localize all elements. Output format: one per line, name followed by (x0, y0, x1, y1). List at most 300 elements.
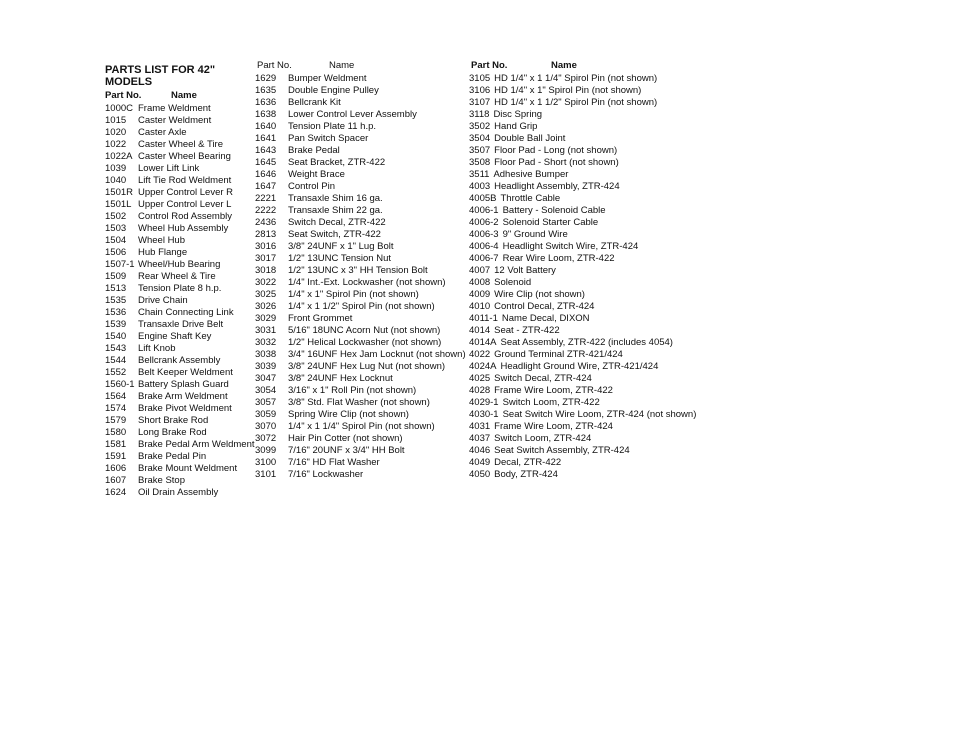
part-name: Control Rod Assembly (138, 211, 232, 222)
part-number: 4009 (469, 289, 491, 300)
part-number: 1624 (105, 487, 127, 498)
part-number: 1513 (105, 283, 127, 294)
part-name: Brake Pedal (288, 145, 340, 156)
part-number: 4030-1 (469, 409, 499, 420)
part-row (469, 253, 719, 265)
part-row (255, 181, 465, 193)
part-name: Seat Bracket, ZTR-422 (288, 157, 386, 168)
part-number: 1509 (105, 271, 127, 282)
part-name: Drive Chain (138, 295, 188, 306)
parts-list (469, 73, 719, 481)
part-number: 1501R (105, 187, 133, 198)
part-name: Pan Switch Spacer (288, 133, 369, 144)
part-row (105, 319, 253, 331)
part-name: Caster Wheel & Tire (138, 139, 223, 150)
part-number: 1544 (105, 355, 127, 366)
part-row (105, 367, 253, 379)
part-row (105, 439, 253, 451)
part-number: 3031 (255, 325, 277, 336)
part-number: 2221 (255, 193, 277, 204)
part-name: Seat Switch Wire Loom, ZTR-424 (not shown) (502, 409, 697, 420)
part-row (255, 457, 465, 469)
part-row (255, 277, 465, 289)
part-row (105, 451, 253, 463)
part-name: Floor Pad - Short (not shown) (494, 157, 619, 168)
part-number: 1645 (255, 157, 277, 168)
part-number: 1638 (255, 109, 277, 120)
part-name: HD 1/4" x 1" Spirol Pin (not shown) (494, 85, 642, 96)
part-number: 4006-3 (469, 229, 499, 240)
part-number: 4005B (469, 193, 497, 204)
part-row (105, 247, 253, 259)
part-row (255, 337, 465, 349)
part-row (469, 445, 719, 457)
part-row (469, 421, 719, 433)
part-row (255, 409, 465, 421)
part-number: 1040 (105, 175, 127, 186)
parts-column-1 (105, 60, 253, 499)
part-name: Bumper Weldment (288, 73, 367, 84)
part-name: 12 Volt Battery (494, 265, 556, 276)
part-row (469, 313, 719, 325)
part-row (469, 469, 719, 481)
part-number: 1580 (105, 427, 127, 438)
part-row (105, 139, 253, 151)
part-number: 1506 (105, 247, 127, 258)
part-number: 1640 (255, 121, 277, 132)
part-row (255, 373, 465, 385)
part-row (105, 127, 253, 139)
part-row (255, 421, 465, 433)
part-row (469, 169, 719, 181)
part-number: 3029 (255, 313, 277, 324)
part-number: 4014 (469, 325, 491, 336)
part-number: 1039 (105, 163, 127, 174)
part-row (255, 301, 465, 313)
part-row (469, 289, 719, 301)
part-name: Front Grommet (288, 313, 353, 324)
part-row (255, 361, 465, 373)
part-name: Bellcrank Kit (288, 97, 341, 108)
part-name: Chain Connecting Link (138, 307, 234, 318)
part-number: 1000C (105, 103, 133, 114)
part-row (105, 307, 253, 319)
name-header: Name (329, 60, 355, 71)
part-name: Brake Arm Weldment (138, 391, 228, 402)
part-number: 4008 (469, 277, 491, 288)
part-row (255, 205, 465, 217)
part-no-header: Part No. (105, 90, 142, 101)
part-row (105, 235, 253, 247)
part-number: 1579 (105, 415, 127, 426)
part-number: 4029-1 (469, 397, 499, 408)
part-name: Rear Wire Loom, ZTR-422 (502, 253, 615, 264)
part-row (255, 385, 465, 397)
part-number: 1015 (105, 115, 127, 126)
part-name: Solenoid Starter Cable (502, 217, 599, 228)
part-name: Rear Wheel & Tire (138, 271, 216, 282)
part-name: Transaxle Drive Belt (138, 319, 224, 330)
part-name: 3/4" 16UNF Hex Jam Locknut (not shown) (288, 349, 466, 360)
part-name: Double Ball Joint (494, 133, 566, 144)
part-no-header: Part No. (471, 60, 508, 71)
part-number: 2436 (255, 217, 277, 228)
part-number: 3070 (255, 421, 277, 432)
part-row (105, 475, 253, 487)
part-row (469, 133, 719, 145)
part-number: 4037 (469, 433, 491, 444)
part-name: 3/8" 24UNF x 1" Lug Bolt (288, 241, 394, 252)
part-name: Battery Splash Guard (138, 379, 229, 390)
part-row (255, 313, 465, 325)
part-name: Body, ZTR-424 (494, 469, 558, 480)
part-name: Headlight Switch Wire, ZTR-424 (502, 241, 639, 252)
part-number: 4006-7 (469, 253, 499, 264)
part-number: 3099 (255, 445, 277, 456)
part-row (469, 361, 719, 373)
page-title: PARTS LIST FOR 42" MODELS (105, 64, 216, 88)
part-row (105, 379, 253, 391)
part-number: 4006-4 (469, 241, 499, 252)
part-row (255, 73, 465, 85)
part-row (255, 121, 465, 133)
part-number: 4006-1 (469, 205, 499, 216)
part-number: 4022 (469, 349, 491, 360)
part-number: 1536 (105, 307, 127, 318)
part-name: Lift Tie Rod Weldment (138, 175, 232, 186)
part-row (105, 211, 253, 223)
part-number: 4050 (469, 469, 491, 480)
part-row (255, 445, 465, 457)
part-row (105, 163, 253, 175)
part-name: Disc Spring (493, 109, 543, 120)
part-name: Brake Pedal Pin (138, 451, 207, 462)
part-name: Upper Control Lever R (138, 187, 234, 198)
part-name: Control Decal, ZTR-424 (494, 301, 595, 312)
part-name: Switch Decal, ZTR-424 (494, 373, 592, 384)
part-name: 1/2" 13UNC Tension Nut (288, 253, 392, 264)
part-number: 1507-1 (105, 259, 135, 270)
part-name: 3/8" Std. Flat Washer (not shown) (288, 397, 430, 408)
column-header (255, 60, 465, 73)
part-name: 3/8" 24UNF Hex Lug Nut (not shown) (288, 361, 446, 372)
parts-column-3 (469, 60, 719, 481)
part-name: Transaxle Shim 16 ga. (288, 193, 383, 204)
part-number: 1641 (255, 133, 277, 144)
part-row (105, 175, 253, 187)
part-number: 1022A (105, 151, 133, 162)
part-number: 1636 (255, 97, 277, 108)
part-row (255, 349, 465, 361)
part-number: 4007 (469, 265, 491, 276)
part-name: Switch Loom, ZTR-424 (494, 433, 592, 444)
part-row (105, 283, 253, 295)
parts-list (105, 103, 253, 499)
part-row (469, 397, 719, 409)
part-row (105, 295, 253, 307)
part-row (105, 343, 253, 355)
part-number: 1629 (255, 73, 277, 84)
part-row (255, 193, 465, 205)
part-row (469, 373, 719, 385)
part-name: Tension Plate 11 h.p. (288, 121, 377, 132)
part-number: 1503 (105, 223, 127, 234)
part-number: 1564 (105, 391, 127, 402)
part-row (469, 277, 719, 289)
part-name: Throttle Cable (500, 193, 561, 204)
part-number: 4024A (469, 361, 497, 372)
part-row (105, 259, 253, 271)
part-row (255, 397, 465, 409)
part-name: Oil Drain Assembly (138, 487, 219, 498)
part-name: HD 1/4" x 1 1/2" Spirol Pin (not shown) (494, 97, 658, 108)
part-name: Brake Stop (138, 475, 185, 486)
part-name: Headlight Assembly, ZTR-424 (494, 181, 620, 192)
part-name: Belt Keeper Weldment (138, 367, 233, 378)
part-name: Adhesive Bumper (493, 169, 569, 180)
part-number: 3101 (255, 469, 277, 480)
part-number: 4011-1 (469, 313, 498, 324)
part-number: 4049 (469, 457, 491, 468)
part-name: Caster Wheel Bearing (138, 151, 231, 162)
part-name: 1/4" x 1 1/4" Spirol Pin (not shown) (288, 421, 435, 432)
part-name: Floor Pad - Long (not shown) (494, 145, 618, 156)
part-row (255, 97, 465, 109)
part-name: Caster Axle (138, 127, 187, 138)
part-row (469, 205, 719, 217)
part-number: 4025 (469, 373, 491, 384)
part-name: Seat Switch, ZTR-422 (288, 229, 381, 240)
part-name: Battery - Solenoid Cable (502, 205, 606, 216)
part-name: Seat - ZTR-422 (494, 325, 560, 336)
part-number: 1635 (255, 85, 277, 96)
part-number: 4006-2 (469, 217, 499, 228)
part-row (469, 109, 719, 121)
part-row (469, 241, 719, 253)
part-row (255, 289, 465, 301)
part-row (105, 115, 253, 127)
part-number: 3057 (255, 397, 277, 408)
part-name: 1/4" x 1" Spirol Pin (not shown) (288, 289, 419, 300)
part-row (255, 133, 465, 145)
part-number: 3106 (469, 85, 491, 96)
part-row (469, 85, 719, 97)
part-number: 4031 (469, 421, 491, 432)
part-row (469, 73, 719, 85)
part-name: 1/2" Helical Lockwasher (not shown) (288, 337, 442, 348)
part-number: 3047 (255, 373, 277, 384)
parts-column-2 (255, 60, 465, 481)
part-name: Upper Control Lever L (138, 199, 232, 210)
column-header (469, 60, 719, 73)
part-number: 3507 (469, 145, 491, 156)
part-name: Wheel Hub (138, 235, 185, 246)
part-name: Ground Terminal ZTR-421/424 (494, 349, 623, 360)
part-row (255, 169, 465, 181)
part-name: Tension Plate 8 h.p. (138, 283, 222, 294)
part-number: 1020 (105, 127, 127, 138)
part-name: Frame Weldment (138, 103, 211, 114)
part-name: Wheel/Hub Bearing (138, 259, 221, 270)
part-row (469, 181, 719, 193)
part-name: 1/4" x 1 1/2" Spirol Pin (not shown) (288, 301, 435, 312)
part-name: Seat Switch Assembly, ZTR-424 (494, 445, 630, 456)
part-number: 2813 (255, 229, 277, 240)
part-name: 5/16" 18UNC Acorn Nut (not shown) (288, 325, 441, 336)
part-name: Solenoid (494, 277, 532, 288)
part-row (105, 223, 253, 235)
part-name: Lower Control Lever Assembly (288, 109, 417, 120)
part-number: 3107 (469, 97, 491, 108)
part-number: 1552 (105, 367, 127, 378)
part-name: 7/16" Lockwasher (288, 469, 364, 480)
part-row (469, 409, 719, 421)
part-name: Brake Pivot Weldment (138, 403, 232, 414)
parts-list (255, 73, 465, 481)
part-number: 3508 (469, 157, 491, 168)
part-number: 3118 (469, 109, 490, 120)
part-row (255, 241, 465, 253)
part-name: Long Brake Rod (138, 427, 207, 438)
part-number: 3502 (469, 121, 491, 132)
part-name: Bellcrank Assembly (138, 355, 221, 366)
part-number: 3072 (255, 433, 277, 444)
part-name: Hub Flange (138, 247, 188, 258)
part-row (469, 457, 719, 469)
part-name: Wheel Hub Assembly (138, 223, 229, 234)
part-number: 4028 (469, 385, 491, 396)
part-name: HD 1/4" x 1 1/4" Spirol Pin (not shown) (494, 73, 658, 84)
part-row (469, 325, 719, 337)
part-row (469, 385, 719, 397)
part-number: 1540 (105, 331, 127, 342)
part-row (469, 157, 719, 169)
part-row (105, 487, 253, 499)
part-number: 4003 (469, 181, 491, 192)
part-row (255, 469, 465, 481)
part-name: Transaxle Shim 22 ga. (288, 205, 383, 216)
part-row (105, 427, 253, 439)
part-row (255, 217, 465, 229)
part-number: 3504 (469, 133, 491, 144)
part-number: 1646 (255, 169, 277, 180)
part-number: 3059 (255, 409, 277, 420)
part-name: Double Engine Pulley (288, 85, 379, 96)
part-row (469, 433, 719, 445)
part-name: 7/16" HD Flat Washer (288, 457, 380, 468)
part-name: Spring Wire Clip (not shown) (288, 409, 409, 420)
part-number: 1581 (105, 439, 127, 450)
part-row (469, 97, 719, 109)
part-row (105, 151, 253, 163)
part-name: Engine Shaft Key (138, 331, 212, 342)
part-row (255, 85, 465, 97)
part-name: Name Decal, DIXON (501, 313, 590, 324)
part-name: Decal, ZTR-422 (494, 457, 562, 468)
part-name: Lower Lift Link (138, 163, 200, 174)
part-row (255, 325, 465, 337)
part-row (469, 145, 719, 157)
part-row (255, 145, 465, 157)
part-row (469, 121, 719, 133)
part-row (255, 157, 465, 169)
part-number: 3038 (255, 349, 277, 360)
part-row (255, 109, 465, 121)
part-name: Hair Pin Cotter (not shown) (288, 433, 403, 444)
part-name: 3/8" 24UNF Hex Locknut (288, 373, 393, 384)
part-number: 3511 (469, 169, 490, 180)
part-number: 3026 (255, 301, 277, 312)
part-name: 1/2" 13UNC x 3" HH Tension Bolt (288, 265, 428, 276)
part-name: 7/16" 20UNF x 3/4" HH Bolt (288, 445, 405, 456)
part-number: 4046 (469, 445, 491, 456)
part-number: 1647 (255, 181, 277, 192)
part-name: Hand Grip (494, 121, 538, 132)
part-number: 3100 (255, 457, 277, 468)
part-number: 4010 (469, 301, 491, 312)
part-name: Switch Decal, ZTR-422 (288, 217, 386, 228)
part-number: 1022 (105, 139, 127, 150)
part-number: 3018 (255, 265, 277, 276)
part-number: 3054 (255, 385, 277, 396)
part-row (469, 301, 719, 313)
name-header: Name (171, 90, 197, 101)
part-name: Caster Weldment (138, 115, 212, 126)
part-row (469, 193, 719, 205)
part-name: Frame Wire Loom, ZTR-424 (494, 421, 613, 432)
part-number: 1606 (105, 463, 127, 474)
name-header: Name (551, 60, 577, 71)
part-row (255, 265, 465, 277)
part-row (469, 229, 719, 241)
part-number: 3105 (469, 73, 491, 84)
part-row (105, 187, 253, 199)
part-name: Brake Mount Weldment (138, 463, 238, 474)
part-number: 2222 (255, 205, 277, 216)
part-name: Switch Loom, ZTR-422 (502, 397, 600, 408)
part-number: 1504 (105, 235, 127, 246)
part-number: 1535 (105, 295, 127, 306)
part-row (105, 331, 253, 343)
part-name: 9" Ground Wire (502, 229, 568, 240)
part-number: 1591 (105, 451, 127, 462)
part-number: 1543 (105, 343, 127, 354)
part-number: 3017 (255, 253, 277, 264)
part-row (255, 229, 465, 241)
part-row (105, 415, 253, 427)
part-number: 1574 (105, 403, 127, 414)
part-name: Wire Clip (not shown) (494, 289, 585, 300)
part-name: Short Brake Rod (138, 415, 209, 426)
part-no-header: Part No. (257, 60, 292, 71)
part-row (105, 103, 253, 115)
part-row (255, 253, 465, 265)
part-name: Frame Wire Loom, ZTR-422 (494, 385, 613, 396)
part-row (105, 391, 253, 403)
part-name: Control Pin (288, 181, 335, 192)
part-number: 3025 (255, 289, 277, 300)
part-number: 4014A (469, 337, 497, 348)
part-name: Weight Brace (288, 169, 345, 180)
part-row (469, 265, 719, 277)
part-row (105, 463, 253, 475)
part-row (105, 271, 253, 283)
part-number: 3016 (255, 241, 277, 252)
part-name: 1/4" Int.-Ext. Lockwasher (not shown) (288, 277, 446, 288)
part-number: 1560-1 (105, 379, 135, 390)
part-name: 3/16" x 1" Roll Pin (not shown) (288, 385, 417, 396)
part-number: 1643 (255, 145, 277, 156)
